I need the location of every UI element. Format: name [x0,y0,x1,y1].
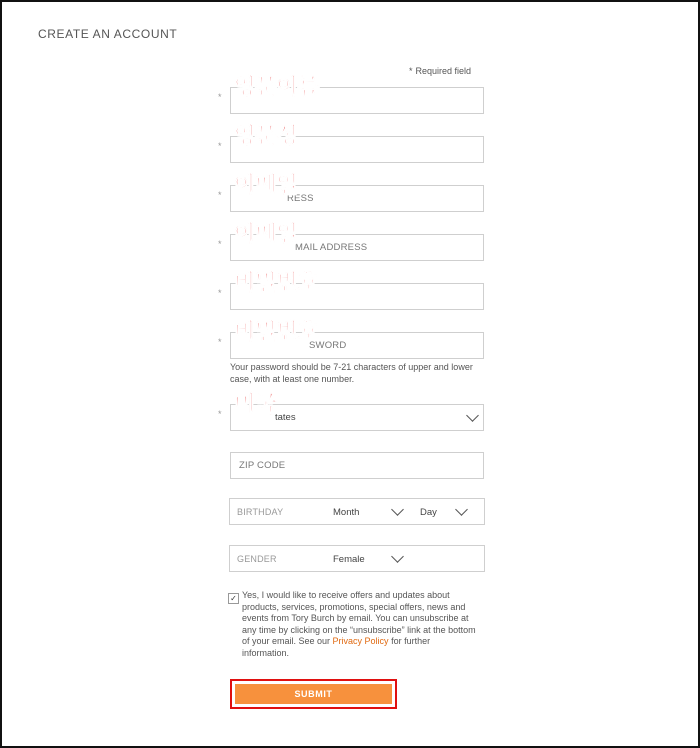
password-help-text: Your password should be 7-21 characters of upper and lower case, with at least one number. [230,362,473,384]
country-value: tates [275,412,296,423]
required-note [409,66,471,76]
optin-checkbox[interactable]: ✓ [228,593,239,604]
privacy-policy-link[interactable]: Privacy Policy [332,636,389,647]
submit-button[interactable]: SUBMIT [235,684,392,704]
required-asterisk: * [218,141,222,151]
gender-label: GENDER [237,554,277,564]
confirm-email-annotation: 이메일 [234,222,298,247]
confirm-password-field[interactable] [230,332,484,359]
required-marker: * [409,66,413,76]
required-asterisk: * [218,409,222,419]
confirm-email-placeholder: MAIL ADDRESS [295,242,368,253]
confirm-password-row [0,320,700,359]
email-annotation: 이메일 [234,173,298,198]
country-row [0,392,700,431]
zip-code-placeholder: ZIP CODE [239,460,286,471]
zip-row [0,452,700,479]
optin-text [242,590,478,660]
optin-body-end: for further information. [242,636,431,658]
first-name-annotation: 영문이름 [234,75,320,100]
required-asterisk: * [218,239,222,249]
confirm-password-annotation: 비밀번호 [234,320,320,345]
password-annotation: 비밀번호 [234,271,320,296]
required-asterisk: * [218,337,222,347]
chevron-down-icon[interactable] [391,503,404,516]
password-row [0,271,700,310]
last-name-row [0,124,700,163]
chevron-down-icon[interactable] [455,503,468,516]
birthday-day-select[interactable]: Day [420,507,437,518]
email-field[interactable] [230,185,484,212]
country-annotation: 미국 [234,392,277,417]
birthday-month-select[interactable]: Month [333,507,360,518]
required-asterisk: * [218,92,222,102]
first-name-row [0,75,700,114]
required-asterisk: * [218,288,222,298]
email-placeholder: RESS [287,193,314,204]
zip-code-field[interactable] [230,452,484,479]
birthday-label: BIRTHDAY [237,507,284,517]
confirm-email-field[interactable] [230,234,484,261]
chevron-down-icon[interactable] [391,550,404,563]
required-asterisk: * [218,190,222,200]
required-note-text: Required field [415,66,472,76]
gender-select[interactable]: Female [333,554,365,565]
optin-body: Yes, I would like to receive offers and updates about products, services, promotions, special offers, news and events from Tory Burch by email. You can unsubscribe at any time by clicking on the “unsubscribe” link at the bottom of your email. See our [242,590,476,647]
birthday-group [229,498,485,525]
password-field[interactable] [230,283,484,310]
confirm-email-row [0,222,700,261]
last-name-field[interactable] [230,136,484,163]
gender-group [229,545,485,572]
submit-highlight [230,679,397,709]
chevron-down-icon [466,409,479,422]
confirm-password-placeholder: SWORD [309,340,347,351]
country-select[interactable] [230,404,484,431]
email-row [0,173,700,212]
last-name-annotation: 영문성 [234,124,298,149]
page-title: CREATE AN ACCOUNT [38,27,178,41]
first-name-field[interactable] [230,87,484,114]
